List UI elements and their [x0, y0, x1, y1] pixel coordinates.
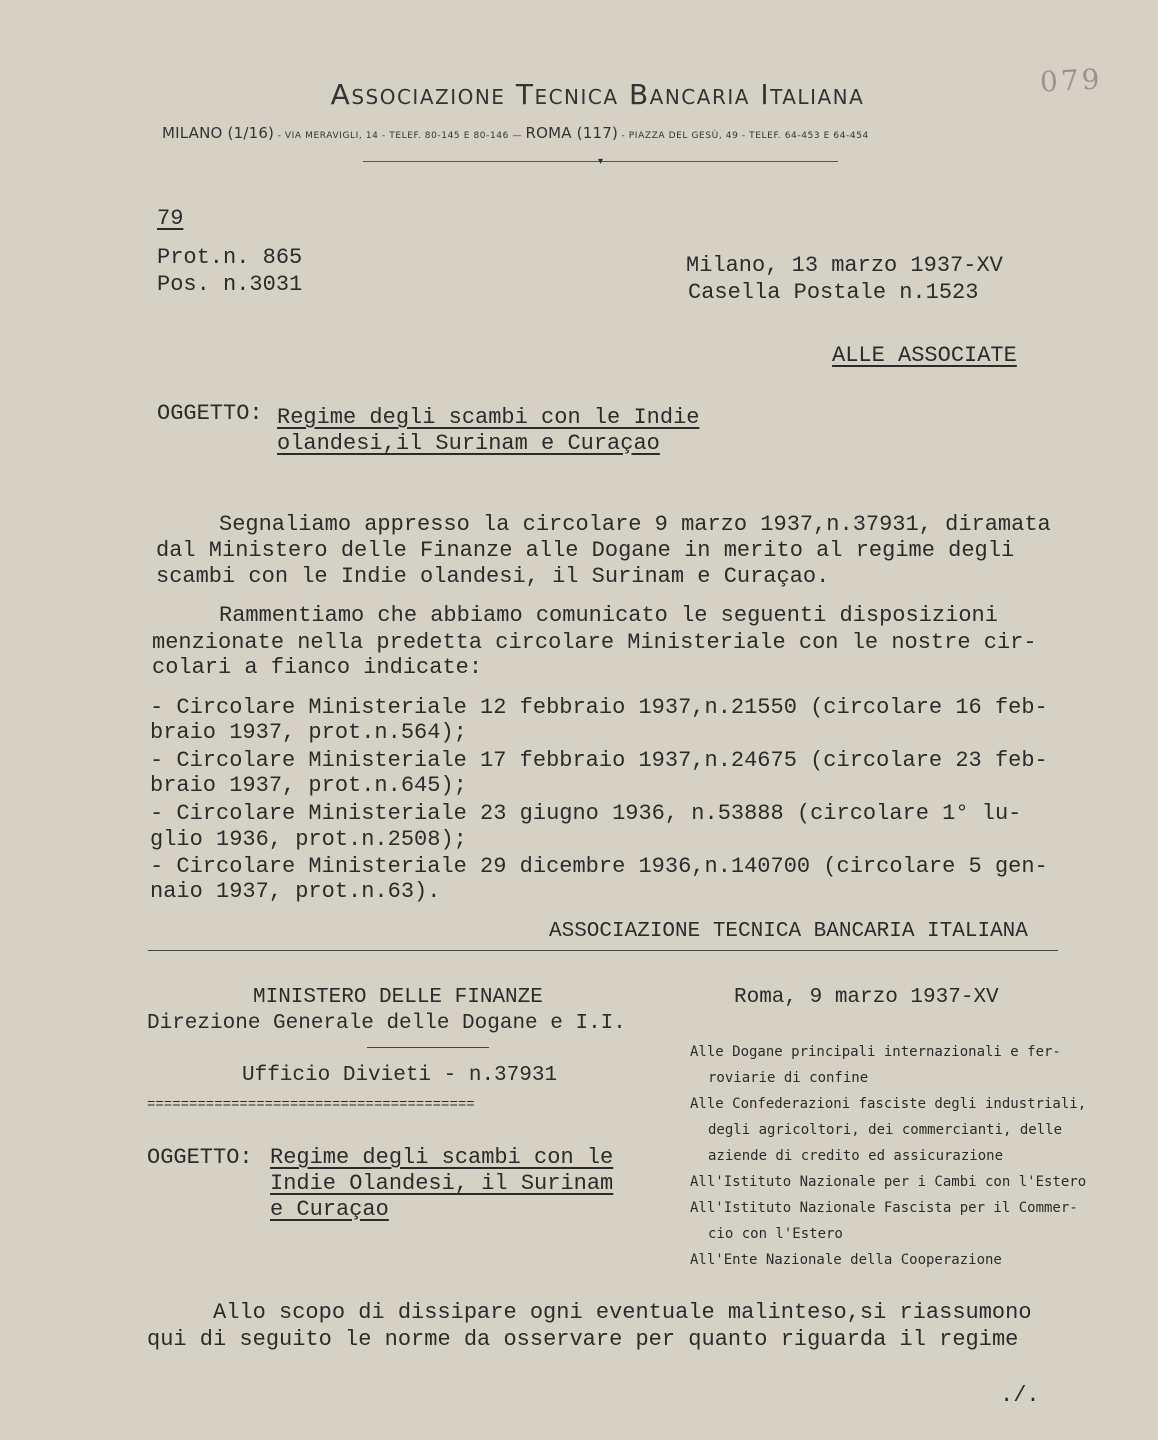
signature: ASSOCIAZIONE TECNICA BANCARIA ITALIANA [549, 920, 1028, 943]
circular-subject-line-2: Indie Olandesi, il Surinam [270, 1171, 614, 1196]
protocol-number: Prot.n. 865 [157, 245, 303, 270]
subject-line-2: olandesi,il Surinam e Curaçao [277, 431, 660, 456]
office-reference: Ufficio Divieti - n.37931 [242, 1064, 558, 1087]
recipient-line: All'Ente Nazionale della Cooperazione [690, 1252, 1002, 1268]
list-item: - Circolare Ministeriale 23 giugno 1936, n.53888 (circolare 1° lu- [150, 801, 1022, 826]
roma-address: - PIAZZA DEL GESÙ, 49 - TELEF. 64-453 E 64-454 [618, 131, 869, 141]
list-item: - Circolare Ministeriale 29 dicembre 1936,n.140700 (circolare 5 gen- [150, 854, 1048, 879]
letter-date: Milano, 13 marzo 1937-XV [686, 253, 1003, 278]
section-divider [148, 950, 1058, 951]
circular-body-line: qui di seguito le norme da osservare per quanto riguarda il regime [147, 1327, 1019, 1352]
addressee: ALLE ASSOCIATE [832, 343, 1017, 368]
circular-date: Roma, 9 marzo 1937-XV [734, 986, 999, 1009]
letterhead-title: Associazione Tecnica Bancaria Italiana [330, 78, 865, 111]
list-item: braio 1937, prot.n.645); [150, 773, 467, 798]
milano-address: - VIA MERAVIGLI, 14 - TELEF. 80-145 E 80-146 — [274, 131, 526, 141]
recipient-line: All'Istituto Nazionale Fascista per il Commer- [690, 1200, 1078, 1216]
letterhead-address [162, 124, 869, 142]
recipient-line: All'Istituto Nazionale per i Cambi con l'Estero [690, 1174, 1087, 1190]
recipient-line: aziende di credito ed assicurazione [708, 1148, 1004, 1164]
direction-name: Direzione Generale delle Dogane e I.I. [147, 1012, 626, 1035]
ornament-icon: ▾ [598, 156, 604, 167]
circular-subject-label: OGGETTO: [147, 1145, 253, 1170]
continuation-mark: ./. [1000, 1383, 1040, 1408]
paragraph-line: colari a fianco indicate: [152, 655, 483, 680]
recipient-line: Alle Dogane principali internazionali e fer- [690, 1044, 1061, 1060]
short-rule [367, 1047, 489, 1048]
equals-line: ======================================= [147, 1097, 475, 1113]
milano-city: MILANO (1/16) [162, 124, 275, 142]
paragraph-line: Rammentiamo che abbiamo comunicato le seguenti disposizioni [219, 603, 998, 628]
paragraph-line: scambi con le Indie olandesi, il Surinam e Curaçao. [156, 564, 830, 589]
paragraph-line: menzionate nella predetta circolare Ministeriale con le nostre cir- [152, 630, 1037, 655]
list-item: glio 1936, prot.n.2508); [150, 827, 467, 852]
subject-line-1: Regime degli scambi con le Indie [277, 405, 700, 430]
position-number: Pos. n.3031 [157, 272, 303, 297]
circular-subject-line-3: e Curaçao [270, 1197, 389, 1222]
recipient-line: degli agricoltori, dei commercianti, delle [708, 1122, 1063, 1138]
paragraph-line: dal Ministero delle Finanze alle Dogane in merito al regime degli [156, 538, 1015, 563]
roma-city: ROMA (117) [525, 124, 619, 142]
po-box: Casella Postale n.1523 [688, 280, 979, 305]
circular-body-line: Allo scopo di dissipare ogni eventuale malinteso,si riassumono [213, 1300, 1032, 1325]
archive-number: 079 [1039, 62, 1104, 99]
paragraph-line: Segnaliamo appresso la circolare 9 marzo 1937,n.37931, diramata [219, 512, 1051, 537]
list-item: - Circolare Ministeriale 12 febbraio 1937,n.21550 (circolare 16 feb- [150, 695, 1048, 720]
ministry-name: MINISTERO DELLE FINANZE [253, 986, 543, 1009]
list-item: - Circolare Ministeriale 17 febbraio 1937,n.24675 (circolare 23 feb- [150, 748, 1048, 773]
subject-label: OGGETTO: [157, 401, 263, 426]
recipient-line: Alle Confederazioni fasciste degli industriali, [690, 1096, 1087, 1112]
recipient-line: cio con l'Estero [708, 1226, 843, 1242]
circular-subject-line-1: Regime degli scambi con le [270, 1145, 614, 1170]
letter-number: 79 [157, 206, 184, 231]
recipient-line: roviarie di confine [708, 1070, 869, 1086]
list-item: naio 1937, prot.n.63). [150, 879, 441, 904]
list-item: braio 1937, prot.n.564); [150, 720, 467, 745]
